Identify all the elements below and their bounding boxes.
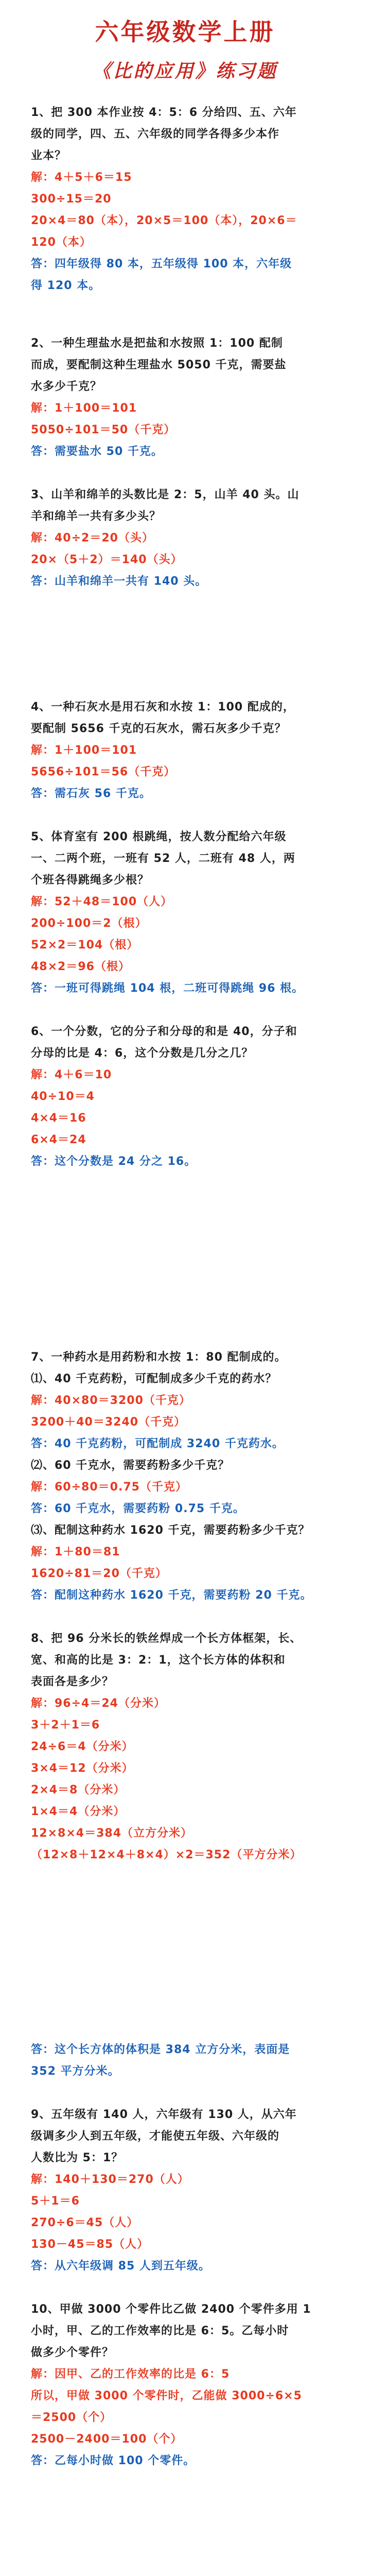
problem-8-solution-line: 12×8×4＝384（立方分米） — [31, 1827, 193, 1840]
problem-7-question-line: 7、一种药水是用药粉和水按 1：80 配制成的。 — [31, 1351, 287, 1364]
problem-1-answer-line: 答：四年级得 80 本，五年级得 100 本，六年级 — [31, 258, 292, 270]
problem-2-question-line: 2、一种生理盐水是把盐和水按照 1：100 配制 — [31, 337, 283, 350]
problem-1-solution-line: 120（本） — [31, 236, 92, 249]
problem-7-answer-line: 答：40 千克药粉，可配制成 3240 千克药水。 — [31, 1437, 284, 1450]
problem-4-question-line: 4、一种石灰水是用石灰和水按 1：100 配成的， — [31, 701, 295, 714]
problem-10-solution-line: 所以，甲做 3000 个零件时，乙能做 3000÷6×5 — [31, 2389, 302, 2402]
problem-1-question-line: 1、把 300 本作业按 4：5：6 分给四、五、六年 — [31, 106, 297, 119]
problem-2-question-line: 而成，要配制这种生理盐水 5050 千克，需要盐 — [31, 359, 287, 371]
problem-8-solution-line: 解：96÷4＝24（分米） — [31, 1697, 166, 1710]
problem-6-question-line: 6、一个分数，它的分子和分母的和是 40，分子和 — [31, 1025, 297, 1038]
problem-3-solution-line: 解：40÷2＝20（头） — [31, 532, 154, 545]
problem-7-question-line: ⑴、40 千克药粉，可配制成多少千克的药水？ — [31, 1372, 277, 1385]
problem-8-answer-line: 352 平方分米。 — [31, 2065, 120, 2078]
problem-8-solution-line: 1×4＝4（分米） — [31, 1805, 126, 1818]
problem-9-solution-line: 5＋1＝6 — [31, 2195, 80, 2208]
problem-4-solution-line: 5656÷101＝56（千克） — [31, 766, 176, 778]
problem-4-answer-line: 答：需石灰 56 千克。 — [31, 787, 151, 800]
problem-1-solution-line: 300÷15＝20 — [31, 193, 112, 206]
problem-1-question-line: 级的同学，四、五、六年级的同学各得多少本作 — [31, 128, 280, 141]
problem-7-solution-line: 3200＋40＝3240（千克） — [31, 1416, 186, 1429]
problem-2-solution-line: 5050÷101＝50（千克） — [31, 423, 176, 436]
problem-7-solution-line: 解：40×80＝3200（千克） — [31, 1394, 191, 1407]
problem-1-solution-line: 解：4＋5＋6＝15 — [31, 171, 132, 184]
problem-3-answer-line: 答：山羊和绵羊一共有 140 头。 — [31, 575, 207, 588]
problem-8-question-line: 宽、和高的比是 3：2：1，这个长方体的体积和 — [31, 1654, 286, 1667]
problem-5-answer-line: 答：一班可得跳绳 104 根，二班可得跳绳 96 根。 — [31, 982, 304, 995]
problem-9-question-line: 9、五年级有 140 人，六年级有 130 人，从六年 — [31, 2108, 297, 2121]
problem-8-question-line: 表面各是多少？ — [31, 1675, 114, 1688]
problem-7-part-3-solution-line: 1620÷81＝20（千克） — [31, 1567, 167, 1580]
problem-7-part-2-question-line: ⑵、60 千克水，需要药粉多少千克？ — [31, 1459, 230, 1472]
problem-9-solution-line: 130－45＝85（人） — [31, 2238, 149, 2251]
problem-5-question-line: 5、体育室有 200 根跳绳，按人数分配给六年级 — [31, 831, 287, 843]
problem-4-solution-line: 解：1＋100＝101 — [31, 744, 137, 757]
problem-6-solution-line: 解：4＋6＝10 — [31, 1069, 112, 1081]
problem-6-solution-line: 40÷10＝4 — [31, 1090, 95, 1103]
problem-3-question-line: 3、山羊和绵羊的头数比是 2：5，山羊 40 头。山 — [31, 488, 299, 501]
problem-2-question-line: 水多少千克？ — [31, 380, 102, 393]
problem-8-question-line: 8、把 96 分米长的铁丝焊成一个长方体框架，长、 — [31, 1632, 302, 1645]
problem-6-answer-line: 答：这个分数是 24 分之 16。 — [31, 1155, 197, 1168]
problem-5-question-line: 个班各得跳绳多少根？ — [31, 874, 150, 887]
problem-5-solution-line: 200÷100＝2（根） — [31, 917, 147, 930]
problem-10-solution-line: 解：因甲、乙的工作效率的比是 6：5 — [31, 2368, 230, 2381]
problem-1-answer-line: 得 120 本。 — [31, 279, 101, 292]
problem-5-solution-line: 48×2＝96（根） — [31, 960, 130, 973]
problem-6-solution-line: 4×4＝16 — [31, 1112, 86, 1125]
problem-7-part-3-solution-line: 解：1＋80＝81 — [31, 1546, 120, 1558]
problem-3-solution-line: 20×（5＋2）＝140（头） — [31, 553, 183, 566]
problem-8-solution-line: 3＋2＋1＝6 — [31, 1719, 100, 1732]
problem-6-question-line: 分母的比是 4：6，这个分数是几分之几？ — [31, 1047, 254, 1060]
problem-8-solution-line: 3×4＝12（分米） — [31, 1762, 134, 1775]
problem-10-question-line: 10、甲做 3000 个零件比乙做 2400 个零件多用 1 — [31, 2303, 311, 2316]
problem-8-answer-line: 答：这个长方体的体积是 384 立方分米，表面是 — [31, 2043, 290, 2056]
problem-5-solution-line: 52×2＝104（根） — [31, 939, 139, 952]
problem-10-question-line: 做多少个零件？ — [31, 2346, 114, 2359]
problem-10-answer-line: 答：乙每小时做 100 个零件。 — [31, 2454, 196, 2467]
problem-6-solution-line: 6×4＝24 — [31, 1133, 86, 1146]
problem-4-question-line: 要配制 5656 千克的石灰水，需石灰多少千克？ — [31, 722, 287, 735]
problem-9-solution-line: 解：140＋130＝270（人） — [31, 2173, 189, 2186]
problem-5-solution-line: 解：52＋48＝100（人） — [31, 895, 173, 908]
problem-9-question-line: 人数比为 5：1？ — [31, 2151, 124, 2164]
problem-7-part-3-question-line: ⑶、配制这种药水 1620 千克，需要药粉多少千克？ — [31, 1524, 310, 1537]
problem-2-answer-line: 答：需要盐水 50 千克。 — [31, 445, 163, 458]
problem-9-answer-line: 答：从六年级调 85 人到五年级。 — [31, 2260, 210, 2273]
problem-10-solution-line: ＝2500（个） — [31, 2411, 112, 2424]
problem-7-part-3-answer-line: 答：配制这种药水 1620 千克，需要药粉 20 千克。 — [31, 1589, 312, 1602]
problem-9-question-line: 级调多少人到五年级，才能使五年级、六年级的 — [31, 2130, 280, 2143]
problem-7-part-2-answer-line: 答：60 千克水，需要药粉 0.75 千克。 — [31, 1502, 245, 1515]
problem-3-question-line: 羊和绵羊一共有多少头？ — [31, 510, 162, 523]
problem-9-solution-line: 270÷6＝45（人） — [31, 2216, 139, 2229]
problem-1-solution-line: 20×4＝80（本），20×5＝100（本），20×6＝ — [31, 214, 297, 227]
problem-7-part-2-solution-line: 解：60÷80＝0.75（千克） — [31, 1481, 187, 1494]
page-title: 六年级数学上册 — [95, 18, 275, 46]
page-subtitle: 《比的应用》练习题 — [92, 60, 278, 82]
problem-8-solution-line: （12×8＋12×4＋8×4）×2＝352（平方分米） — [31, 1849, 302, 1861]
problem-8-solution-line: 24÷6＝4（分米） — [31, 1740, 134, 1753]
problem-8-solution-line: 2×4＝8（分米） — [31, 1784, 126, 1797]
problem-5-question-line: 一、二两个班，一班有 52 人，二班有 48 人，两 — [31, 852, 295, 865]
problem-2-solution-line: 解：1＋100＝101 — [31, 402, 137, 415]
problem-10-solution-line: 2500－2400＝100（个） — [31, 2433, 183, 2446]
problem-1-question-line: 业本？ — [31, 149, 67, 162]
problem-10-question-line: 小时，甲、乙的工作效率的比是 6：5。乙每小时 — [31, 2325, 289, 2337]
